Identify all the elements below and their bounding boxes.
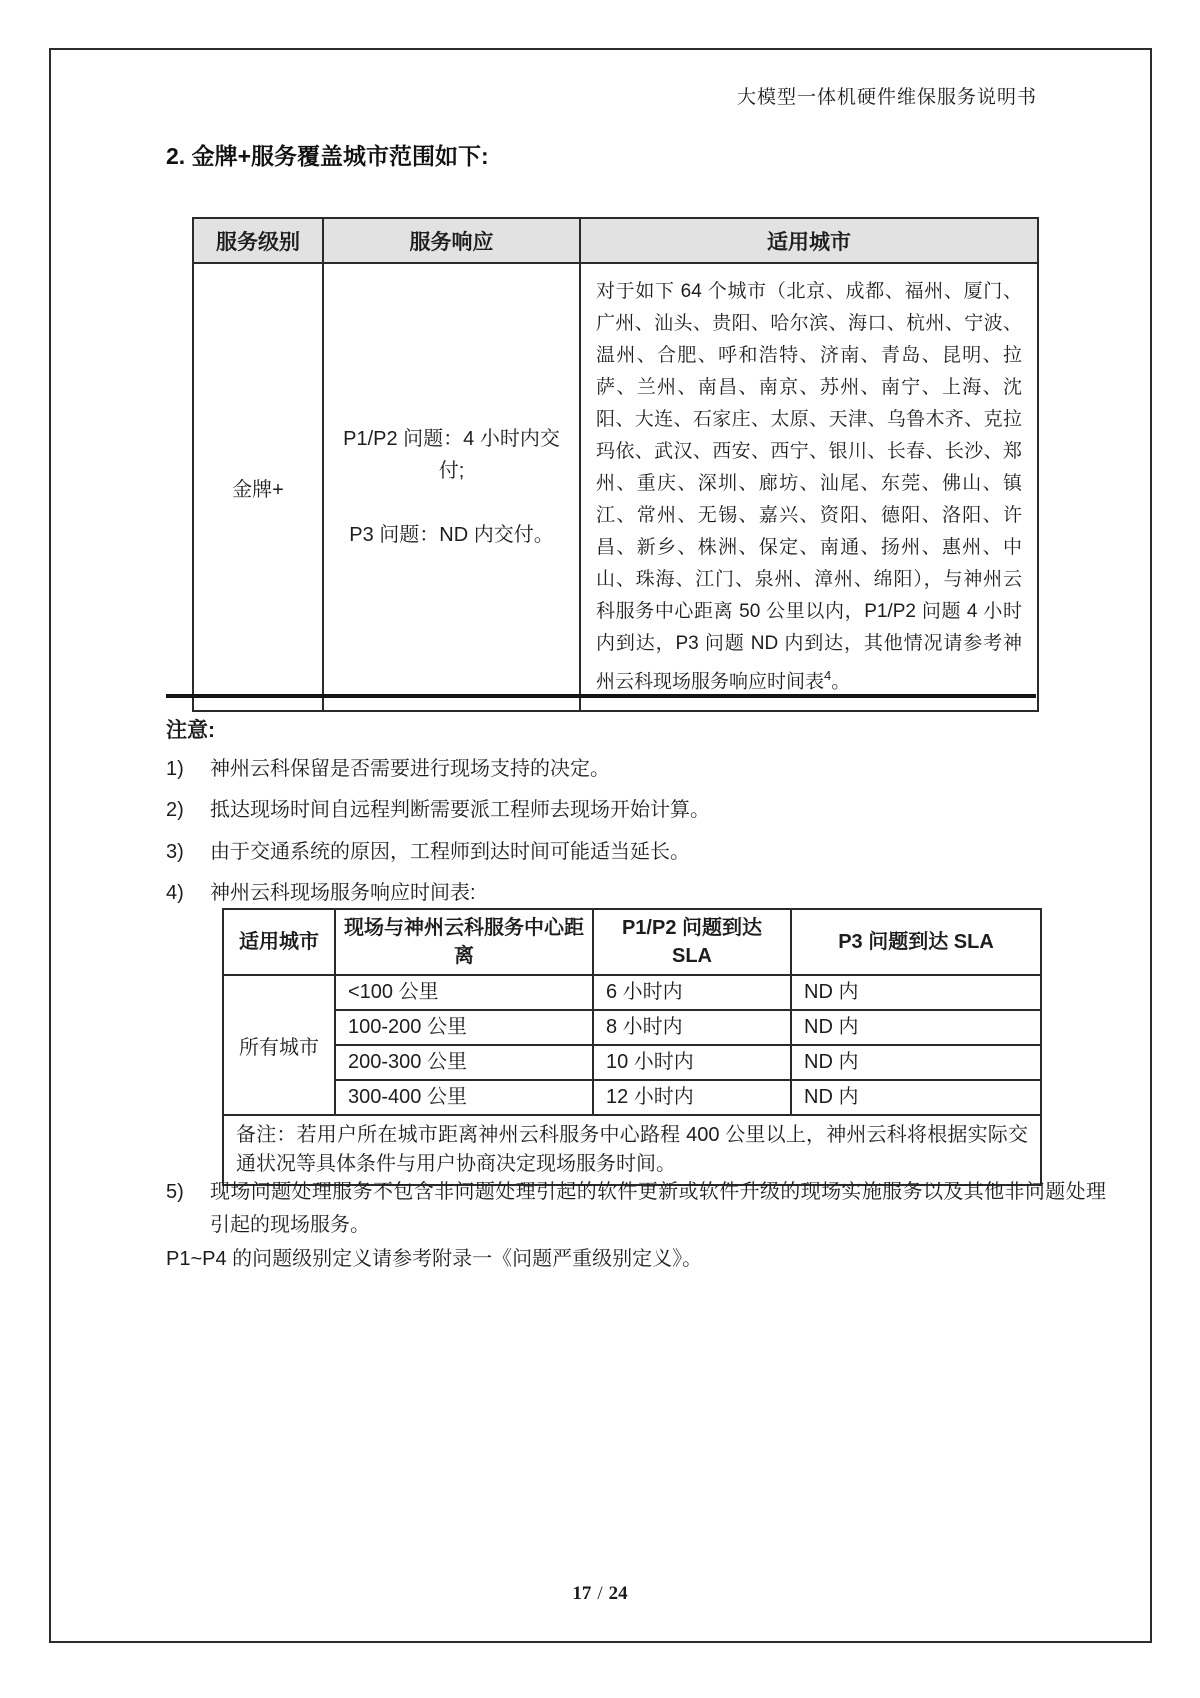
t2-header-p1p2-sla: P1/P2 问题到达 SLA — [593, 909, 791, 975]
note-item-text: 现场问题处理服务不包含非问题处理引起的软件更新或软件升级的现场实施服务以及其他非问题处理引起的现场服务。 — [210, 1181, 1106, 1236]
note-item-text: 由于交通系统的原因，工程师到达时间可能适当延长。 — [210, 841, 690, 863]
p1p2-sla-cell: 10 小时内 — [593, 1045, 791, 1080]
cities-text: 对于如下 64 个城市（北京、成都、福州、厦门、广州、汕头、贵阳、哈尔滨、海口、杭州、宁波、温州、合肥、呼和浩特、济南、青岛、昆明、拉萨、兰州、南昌、南京、苏州、南宁、上海、沈阳、大连、石家庄、太原、天津、乌鲁木齐、克拉玛依、武汉、西安、西宁、银川、长春、长沙、郑州、重庆、深圳、廊坊、汕尾、东莞、佛山、镇江、常州、无锡、嘉兴、资阳、德阳、洛阳、许昌、新乡、株洲、保定、南通、扬州、惠州、中山、珠海、江门、泉州、漳州、绵阳），与神州云科服务中心距离 50 公里以内，P1/P2 问题 4 小时内到达，P3 问题 ND 内到达，其他情况请参考神州云科现场服务响应时间表 — [596, 281, 1022, 693]
page-number-separator: / — [597, 1583, 603, 1604]
table-row — [223, 975, 1041, 1010]
document-header-title: 大模型一体机硬件维保服务说明书 — [736, 87, 1037, 108]
note-item-3 — [166, 838, 1106, 866]
t1-header-row — [193, 218, 1038, 263]
p3-sla-cell: ND 内 — [791, 1080, 1041, 1115]
note-item-5 — [166, 1176, 1111, 1242]
note-item-number: 2) — [166, 799, 184, 821]
note-item-text: 抵达现场时间自远程判断需要派工程师去现场开始计算。 — [210, 799, 710, 821]
note-item-number: 3) — [166, 841, 184, 863]
distance-cell: 100-200 公里 — [335, 1010, 593, 1045]
t2-header-row — [223, 909, 1041, 975]
distance-cell: 200-300 公里 — [335, 1045, 593, 1080]
applicable-cities-cell — [580, 263, 1038, 711]
distance-cell: 300-400 公里 — [335, 1080, 593, 1115]
service-response-cell — [323, 263, 580, 711]
t1-header-service-level: 服务级别 — [193, 218, 323, 263]
onsite-response-time-table — [222, 908, 1042, 1186]
response-line-p3: P3 问题：ND 内交付。 — [349, 524, 554, 547]
distance-cell: <100 公里 — [335, 975, 593, 1010]
note-item-number: 1) — [166, 758, 184, 780]
p3-sla-cell: ND 内 — [791, 975, 1041, 1010]
service-coverage-table — [192, 217, 1039, 712]
note-item-1 — [166, 755, 1106, 783]
p1p2-sla-cell: 6 小时内 — [593, 975, 791, 1010]
city-scope-cell: 所有城市 — [223, 975, 335, 1115]
table-row — [223, 1010, 1041, 1045]
note-item-text: 神州云科保留是否需要进行现场支持的决定。 — [210, 758, 610, 780]
table-row — [223, 1115, 1041, 1185]
note-item-number: 4) — [166, 882, 184, 904]
p1p2-sla-cell: 8 小时内 — [593, 1010, 791, 1045]
cities-text-end: 。 — [831, 671, 851, 693]
t2-header-distance: 现场与神州云科服务中心距离 — [335, 909, 593, 975]
note-item-2 — [166, 796, 1106, 824]
t2-header-applicable-cities: 适用城市 — [223, 909, 335, 975]
table-row — [223, 1080, 1041, 1115]
note-item-text: 神州云科现场服务响应时间表: — [210, 882, 476, 904]
service-level-cell: 金牌+ — [193, 263, 323, 711]
page-number-total: 24 — [608, 1583, 628, 1604]
table-row — [223, 1045, 1041, 1080]
severity-definition-note: P1~P4 的问题级别定义请参考附录一《问题严重级别定义》。 — [166, 1248, 703, 1270]
note-item-4 — [166, 879, 1106, 907]
p3-sla-cell: ND 内 — [791, 1010, 1041, 1045]
page-number-current: 17 — [572, 1583, 592, 1604]
p3-sla-cell: ND 内 — [791, 1045, 1041, 1080]
p1p2-sla-cell: 12 小时内 — [593, 1080, 791, 1115]
table-row — [193, 263, 1038, 711]
note-item-number: 5) — [166, 1181, 184, 1203]
t1-header-service-response: 服务响应 — [323, 218, 580, 263]
section-divider — [166, 694, 1036, 698]
section-title: 2. 金牌+服务覆盖城市范围如下: — [166, 143, 489, 169]
remark-cell: 备注：若用户所在城市距离神州云科服务中心路程 400 公里以上，神州云科将根据实际交通状况等具体条件与用户协商决定现场服务时间。 — [223, 1115, 1041, 1185]
response-line-p1p2: P1/P2 问题：4 小时内交付; — [343, 428, 560, 483]
page-footer — [0, 1583, 1200, 1605]
notes-label: 注意: — [166, 719, 215, 742]
footnote-ref-4: 4 — [824, 668, 832, 683]
t1-header-applicable-cities: 适用城市 — [580, 218, 1038, 263]
t2-header-p3-sla: P3 问题到达 SLA — [791, 909, 1041, 975]
